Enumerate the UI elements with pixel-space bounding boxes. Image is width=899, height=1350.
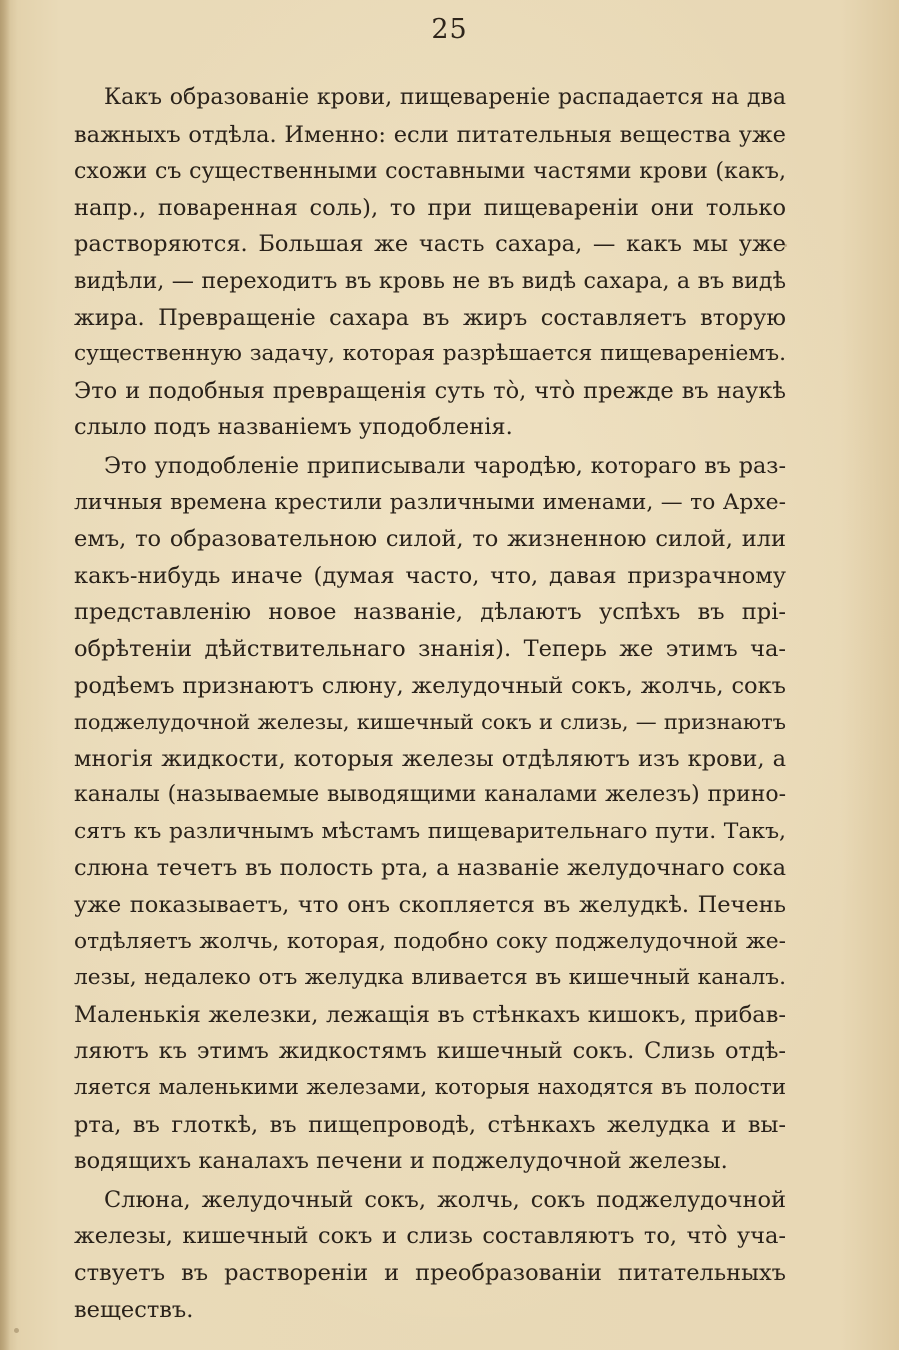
- text-line: емъ, то образовательною силой, то жизненною силой, или: [74, 526, 786, 553]
- text-line: существенную задачу, которая разрѣшается пищевареніемъ.: [74, 341, 786, 367]
- text-line: ляется маленькими железами, которыя находятся въ полости: [74, 1075, 786, 1101]
- text-line: ляютъ къ этимъ жидкостямъ кишечный сокъ. Слизь отдѣ-: [74, 1038, 786, 1065]
- text-line: растворяются. Большая же часть сахара, — какъ мы уже: [74, 231, 786, 258]
- text-line: важныхъ отдѣла. Именно: если питательныя вещества уже: [74, 121, 786, 148]
- text-line: поджелудочной железы, кишечный сокъ и слизь, — признаютъ: [74, 710, 786, 735]
- text-line: личныя времена крестили различными именами, — то Архе-: [74, 489, 786, 515]
- text-line: Слюна, желудочный сокъ, жолчь, сокъ поджелудочной: [104, 1186, 786, 1213]
- text-line: отдѣляетъ жолчь, которая, подобно соку поджелудочной же-: [74, 928, 786, 954]
- text-line: веществъ.: [74, 1296, 194, 1323]
- text-line: водящихъ каналахъ печени и поджелудочной железы.: [74, 1148, 728, 1175]
- text-line: схожи съ существенными составными частями крови (какъ,: [74, 158, 786, 185]
- body-text: [74, 80, 786, 1328]
- text-line: сятъ къ различнымъ мѣстамъ пищеварительнаго пути. Такъ,: [74, 818, 786, 844]
- paragraph: [74, 448, 786, 1180]
- page-binding-edge: [0, 0, 10, 1350]
- text-line: слыло подъ названіемъ уподобленія.: [74, 414, 513, 441]
- text-line: жира. Превращеніе сахара въ жиръ составляетъ вторую: [74, 304, 786, 331]
- page-number: 25: [431, 14, 468, 45]
- text-line: лезы, недалеко отъ желудка вливается въ кишечный каналъ.: [74, 965, 786, 991]
- text-line: Какъ образованіе крови, пищевареніе распадается на два: [104, 85, 786, 110]
- paragraph: [74, 1182, 786, 1328]
- text-line: уже показываетъ, что онъ скопляется въ желудкѣ. Печень: [74, 892, 786, 919]
- paper-speck: [14, 1328, 19, 1333]
- text-line: какъ-нибудь иначе (думая часто, что, давая призрачному: [74, 562, 786, 589]
- text-line: родѣемъ признаютъ слюну, желудочный сокъ, жолчь, сокъ: [74, 672, 786, 699]
- text-line: железы, кишечный сокъ и слизь составляютъ то, что̀ уча-: [74, 1223, 786, 1250]
- text-line: ствуетъ въ раствореніи и преобразованіи питательныхъ: [74, 1260, 786, 1286]
- text-line: Маленькія железки, лежащія въ стѣнкахъ кишокъ, прибав-: [74, 1001, 786, 1028]
- text-line: Это уподобленіе приписывали чародѣю, котораго въ раз-: [104, 452, 786, 479]
- text-line: слюна течетъ въ полость рта, а названіе желудочнаго сока: [74, 855, 786, 882]
- text-line: каналы (называемые выводящими каналами железъ) прино-: [74, 782, 786, 808]
- text-line: видѣли, — переходитъ въ кровь не въ видѣ сахара, а въ видѣ: [74, 267, 786, 294]
- text-line: представленію новое названіе, дѣлаютъ успѣхъ въ прі-: [74, 599, 786, 626]
- text-line: напр., поваренная соль), то при пищевареніи они только: [74, 194, 786, 221]
- text-line: обрѣтеніи дѣйствительнаго знанія). Теперь же этимъ ча-: [74, 635, 786, 662]
- text-line: Это и подобныя превращенія суть то̀, что̀ прежде въ наукѣ: [74, 377, 786, 404]
- text-line: многія жидкости, которыя железы отдѣляютъ изъ крови, а: [74, 745, 786, 772]
- text-line: рта, въ глоткѣ, въ пищепроводѣ, стѣнкахъ желудка и вы-: [74, 1111, 786, 1138]
- paragraph: [74, 80, 786, 446]
